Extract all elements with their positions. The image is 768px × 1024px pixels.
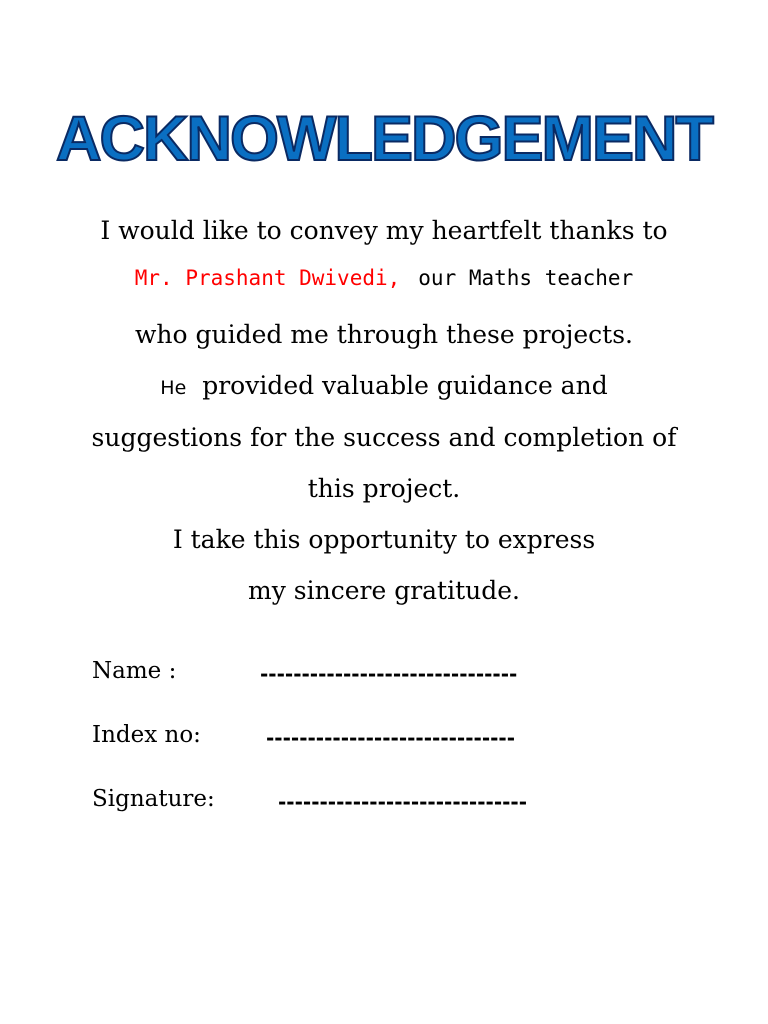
name-blank-line: -------------------------------	[260, 662, 518, 686]
signature-blank-line: ------------------------------	[278, 790, 528, 814]
index-field	[92, 722, 712, 756]
body-line-5: suggestions for the success and completion of	[91, 423, 677, 452]
name-field	[92, 658, 712, 692]
teacher-name: Mr. Prashant Dwivedi,	[134, 266, 401, 290]
body-line-7: I take this opportunity to express	[172, 525, 596, 554]
signature-field	[92, 786, 712, 820]
index-blank-line: ------------------------------	[266, 726, 516, 750]
body-line-4	[0, 373, 768, 398]
body-line-1: I would like to convey my heartfelt thanks to	[100, 216, 668, 245]
signature-label: Signature:	[92, 786, 215, 812]
body-line-2	[0, 268, 768, 289]
teacher-role: our Maths teacher	[418, 266, 634, 290]
pronoun-he: He	[160, 377, 187, 399]
name-label: Name :	[92, 658, 177, 684]
body-line-6: this project.	[307, 474, 461, 503]
body-line-4-text: provided valuable guidance and	[202, 371, 608, 400]
body-line-3: who guided me through these projects.	[135, 320, 633, 349]
index-label: Index no:	[92, 722, 201, 748]
page-title: ACKNOWLEDGEMENT	[56, 104, 712, 174]
body-line-8: my sincere gratitude.	[248, 576, 520, 605]
